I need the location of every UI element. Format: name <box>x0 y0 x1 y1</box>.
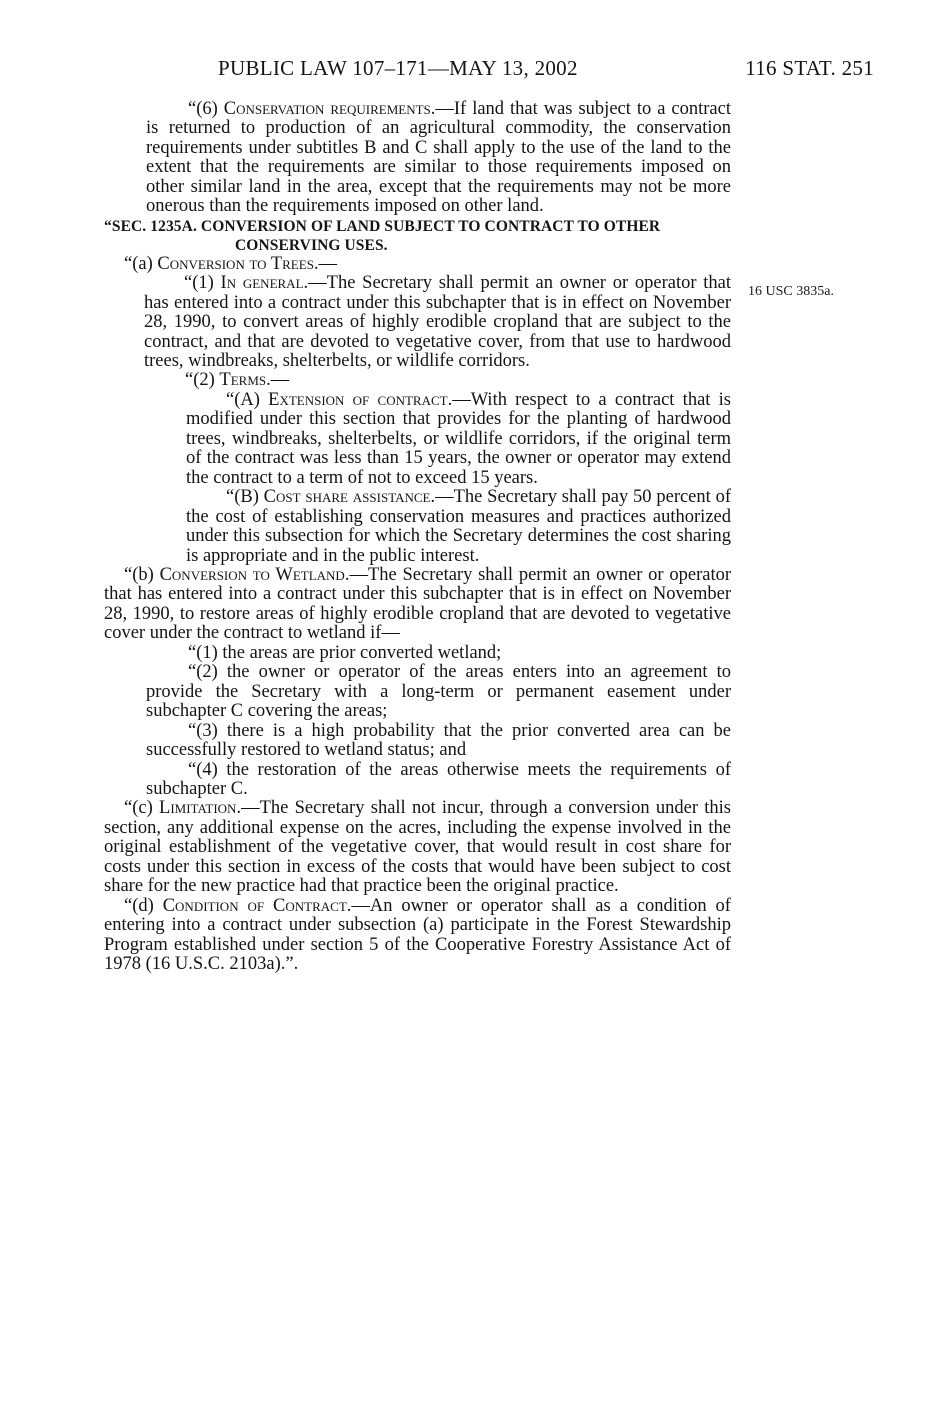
running-header <box>218 56 874 90</box>
section-heading: “SEC. 1235A. CONVERSION OF LAND SUBJECT TO CONTRACT TO OTHER CONSERVING USES. <box>104 217 661 254</box>
list-item: “(2) the owner or operator of the areas enters into an agreement to provide the Secretary with a long-term or permanent easement under subchapter C covering the areas; <box>146 662 731 722</box>
paragraph-heading: Conservation requirements <box>223 99 431 119</box>
list-item: “(3) there is a high probability that the prior converted area can be successfully restored to wetland status; and <box>146 720 731 761</box>
subsection-a-heading: “(a) Conversion to Trees.— <box>124 253 338 274</box>
subsection-b-conversion-to-wetland: “(b) Conversion to Wetland.—The Secretary shall permit an owner or operator that has entered into a contract under this subchapter that is in effect on November 28, 1990, to restore areas of highly erodible cropland that are devoted to vegetative cover under the contract to wetland if— <box>104 564 731 644</box>
statute-page-number: 116 STAT. 251 <box>745 56 874 80</box>
margin-citation: 16 USC 3835a. <box>748 284 834 299</box>
list-item: “(4) the restoration of the areas otherwise meets the requirements of subchapter C. <box>146 759 731 799</box>
paragraph-6-conservation-requirements: “(6) Conservation requirements.—If land that was subject to a contract is returned to production of an agricultural commodity, the conservation requirements under subtitles B and C shall apply to the use of the land to the extent that the requirements are similar to those requirements imposed on other similar land in the area, except that the requirements may not be more onerous than the requirements imposed on other land. <box>146 99 731 217</box>
subparagraph-B-cost-share-assistance: “(B) Cost share assistance.—The Secretary shall pay 50 percent of the cost of establishing conservation measures and practices authorized under this subsection for which the Secretary determines the cost sharing is appropriate and in the public interest. <box>186 487 731 566</box>
subparagraph-A-extension-of-contract: “(A) Extension of contract.—With respect to a contract that is modified under this section that provides for the planting of hardwood trees, windbreaks, shelterbelts, or wildlife corridors, if the original term of the contract was less than 15 years, the owner or operator may extend the contract to a term of not to exceed 15 years. <box>186 389 731 488</box>
list-item: “(1) the areas are prior converted wetland; <box>188 642 502 663</box>
paragraph-a2-terms-heading: “(2) Terms.— <box>185 370 290 391</box>
subsection-d-condition-of-contract: “(d) Condition of Contract.—An owner or operator shall as a condition of entering into a contract under subsection (a) participate in the Forest Stewardship Program established under section 5 of the Cooperative Forestry Assistance Act of 1978 (16 U.S.C. 2103a).”. <box>104 895 731 975</box>
subsection-c-limitation: “(c) Limitation.—The Secretary shall not incur, through a conversion under this section, any additional expense on the acres, including the expense involved in the original establishment of the vegetative cover, that would result in cost share for costs under this section in excess of the costs that would have been subject to cost share for the new practice had that practice been the original practice. <box>104 798 731 897</box>
document-body <box>104 100 731 974</box>
header-title: PUBLIC LAW 107–171—MAY 13, 2002 <box>218 56 578 80</box>
paragraph-a1-in-general: “(1) In general.—The Secretary shall permit an owner or operator that has entered into a contract under this subchapter that is in effect on November 28, 1990, to convert areas of highly erodible cropland that are subject to the contract, and that are devoted to vegetative cover, from that use to hardwood trees, windbreaks, shelterbelts, or wildlife corridors. <box>144 273 731 371</box>
